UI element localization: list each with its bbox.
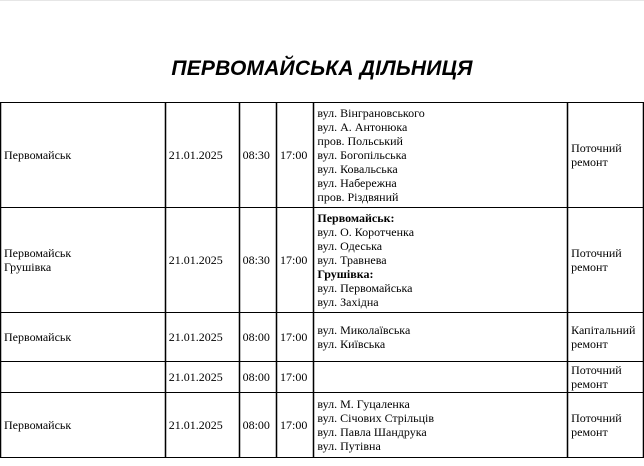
street-line: вул. Ковальська [317,162,398,176]
end-time-cell: 17:00 [276,313,313,362]
street-line: вул. Миколаївська [317,323,411,337]
end-time-cell: 17:00 [276,393,313,458]
settlement-cell [1,208,166,313]
streets-cell [314,313,568,362]
start-time-cell: 08:30 [239,208,276,313]
street-line: вул. А. Антонюка [317,120,408,134]
date-cell: 21.01.2025 [165,393,239,458]
street-line: вул. Первомайська [317,281,413,295]
street-line: вул. Вінграновського [317,106,425,120]
work-type-cell [568,362,644,393]
settlement-heading: Первомайськ: [317,211,395,225]
street-line: пров. Польський [317,134,403,148]
settlement-cell [1,362,166,393]
settlement-cell [1,103,166,208]
end-time-cell: 17:00 [276,208,313,313]
work-type-cell [568,393,644,458]
work-type-line: Поточний [571,246,622,260]
date-cell: 21.01.2025 [165,313,239,362]
street-line: вул. Одеська [317,239,383,253]
street-line: вул. М. Гуцаленка [317,397,410,411]
work-type-cell [568,208,644,313]
settlement-heading: Грушівка: [317,267,374,281]
page-title: ПЕРВОМАЙСЬКА ДІЛЬНИЦЯ [171,57,473,80]
work-type-line: ремонт [571,337,608,351]
work-type-cell [568,103,644,208]
table-row [1,208,644,313]
work-type-line: ремонт [571,377,608,391]
street-line: вул. Путівна [317,439,381,453]
work-type-line: ремонт [571,425,608,439]
outage-schedule-table [0,102,644,458]
end-time-cell: 17:00 [276,103,313,208]
work-type-line: Поточний [571,411,622,425]
table-row [1,313,644,362]
start-time-cell: 08:00 [239,362,276,393]
settlement-name: Первомайськ [4,246,72,260]
work-type-cell [568,313,644,362]
work-type-line: Поточний [571,363,622,377]
settlement-name: Грушівка [4,260,52,274]
top-divider [0,0,644,1]
street-line: вул. Павла Шандрука [317,425,427,439]
date-cell: 21.01.2025 [165,362,239,393]
settlement-name: Первомайськ [4,330,72,344]
street-line: вул. Західна [317,295,379,309]
streets-cell [314,362,568,393]
end-time-cell: 17:00 [276,362,313,393]
settlement-name: Первомайськ [4,148,72,162]
street-line: вул. Набережна [317,176,397,190]
streets-cell [314,208,568,313]
work-type-line: Капітальний [571,323,636,337]
start-time-cell: 08:30 [239,103,276,208]
date-cell: 21.01.2025 [165,103,239,208]
start-time-cell: 08:00 [239,313,276,362]
work-type-line: Поточний [571,141,622,155]
street-line: пров. Різдвяний [317,190,399,204]
settlement-cell [1,313,166,362]
table-row [1,393,644,458]
date-cell: 21.01.2025 [165,208,239,313]
work-type-line: ремонт [571,260,608,274]
street-line: вул. Київська [317,337,386,351]
street-line: вул. Січових Стрільців [317,411,435,425]
streets-cell [314,103,568,208]
street-line: вул. Богопільська [317,148,407,162]
table-row [1,362,644,393]
settlement-name: Первомайськ [4,418,72,432]
settlement-cell [1,393,166,458]
street-line: вул. Травнева [317,253,387,267]
work-type-line: ремонт [571,155,608,169]
start-time-cell: 08:00 [239,393,276,458]
table-row [1,103,644,208]
streets-cell [314,393,568,458]
street-line: вул. О. Коротченка [317,225,415,239]
